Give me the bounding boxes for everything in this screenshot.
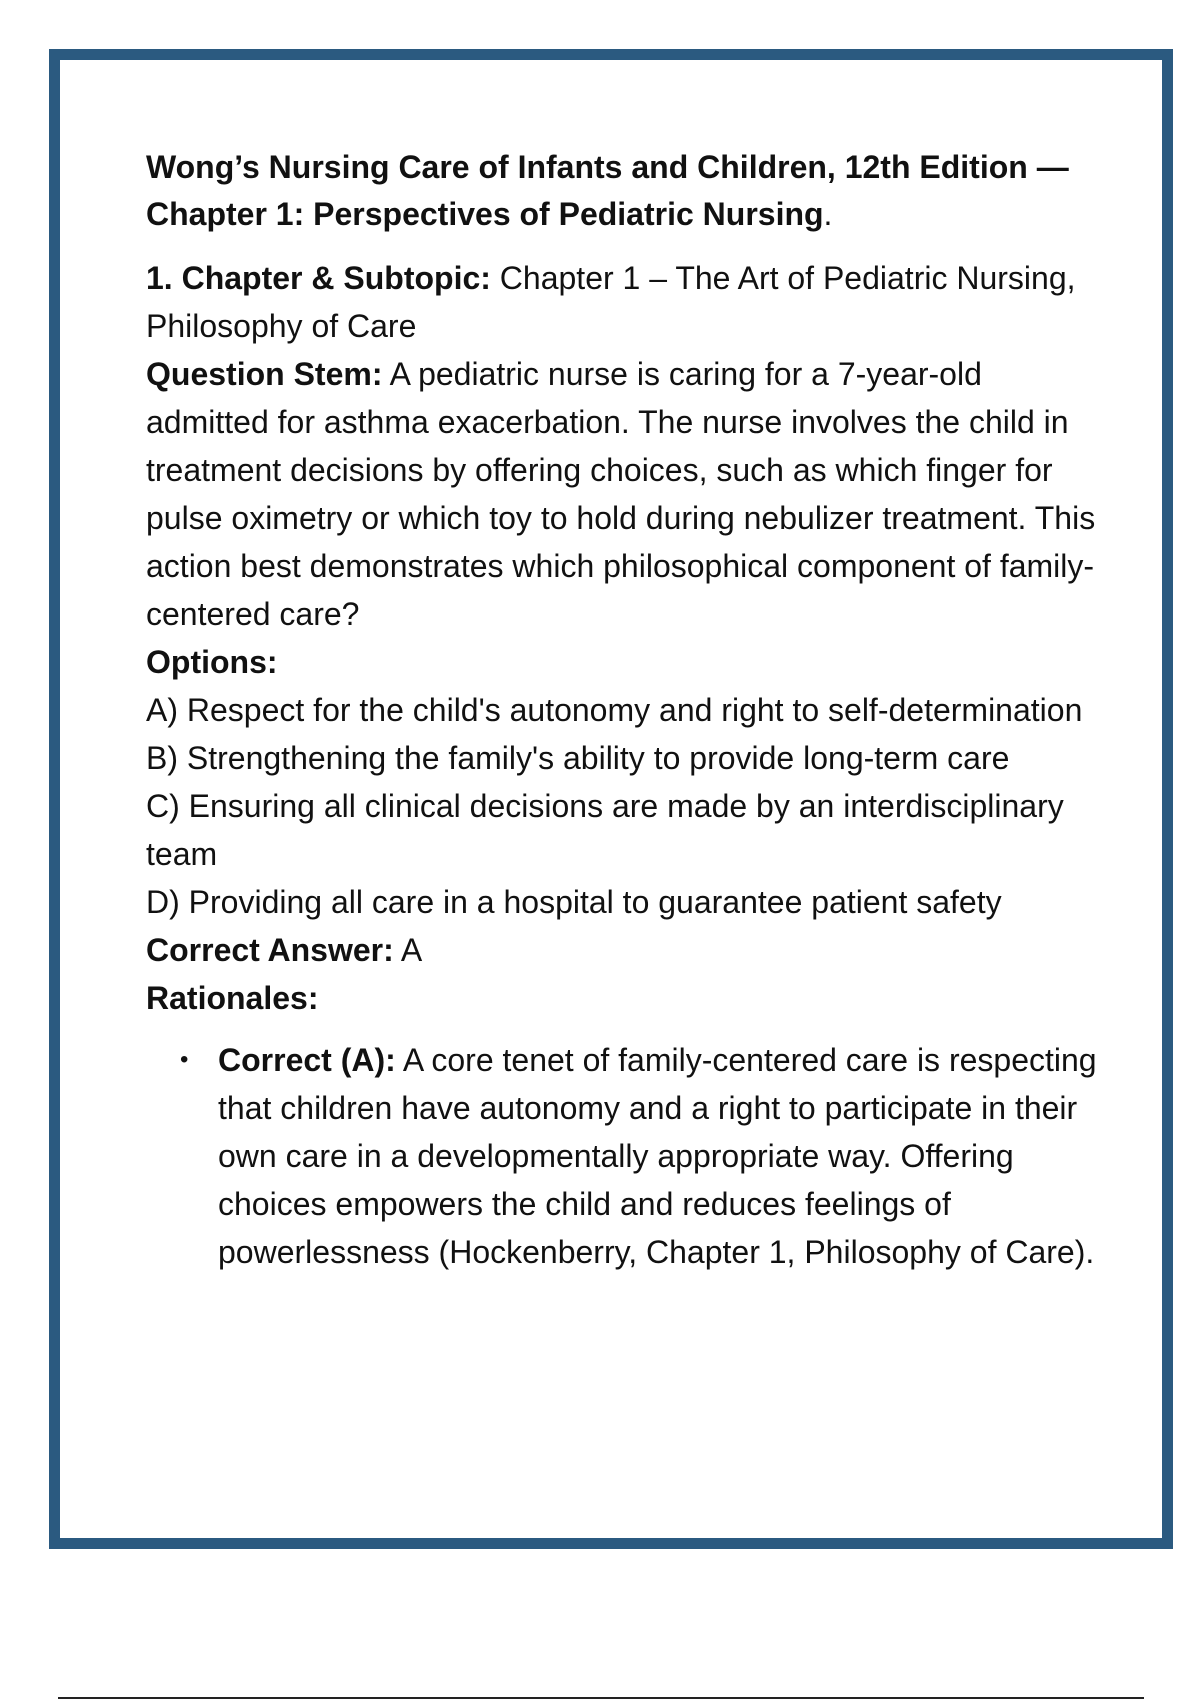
question-block: [146, 254, 1106, 1276]
option-b: B) Strengthening the family's ability to provide long-term care: [146, 740, 1010, 776]
footer-divider: [58, 1697, 1144, 1699]
document-title-bold: Wong’s Nursing Care of Infants and Children, 12th Edition — Chapter 1: Perspectives of Pediatric Nursing: [146, 149, 1069, 232]
rationale-item: [180, 1036, 1106, 1276]
options-list: [146, 686, 1106, 926]
question-number-label: 1. Chapter & Subtopic:: [146, 260, 491, 296]
option-a: A) Respect for the child's autonomy and right to self-determination: [146, 692, 1083, 728]
rationales-list: [146, 1036, 1106, 1276]
question-stem: [146, 350, 1106, 638]
subtopic-line: [146, 254, 1106, 350]
correct-answer-label: Correct Answer:: [146, 932, 394, 968]
correct-answer: [146, 926, 1106, 974]
option-d: D) Providing all care in a hospital to guarantee patient safety: [146, 884, 1002, 920]
correct-answer-value: A: [400, 932, 423, 968]
stem-label: Question Stem:: [146, 356, 383, 392]
document-title-period: .: [823, 196, 833, 232]
rationales-label: Rationales:: [146, 980, 319, 1016]
options-label: Options:: [146, 644, 278, 680]
rationale-text: A core tenet of family-centered care is respecting that children have autonomy and a right to participate in their own care in a developmentally appropriate way. Offering choices empowers the child and reduces feelings of powerlessness (Hockenberry, Chapter 1, Philosophy of Care).: [218, 1042, 1097, 1270]
subtopic-text: Chapter 1 – The Art of Pediatric Nursing, Philosophy of Care: [146, 260, 1076, 344]
bullet-icon: •: [180, 1046, 189, 1073]
stem-text: A pediatric nurse is caring for a 7-year-old admitted for asthma exacerbation. The nurse involves the child in treatment decisions by offering choices, such as which finger for pulse oximetry or which toy to hold during nebulizer treatment. This action best demonstrates which philosophical component of family-centered care?: [146, 356, 1096, 632]
option-c: C) Ensuring all clinical decisions are made by an interdisciplinary team: [146, 788, 1064, 872]
rationale-label: Correct (A):: [218, 1042, 396, 1078]
question-document: [146, 144, 1106, 1276]
document-title: [146, 144, 1106, 238]
